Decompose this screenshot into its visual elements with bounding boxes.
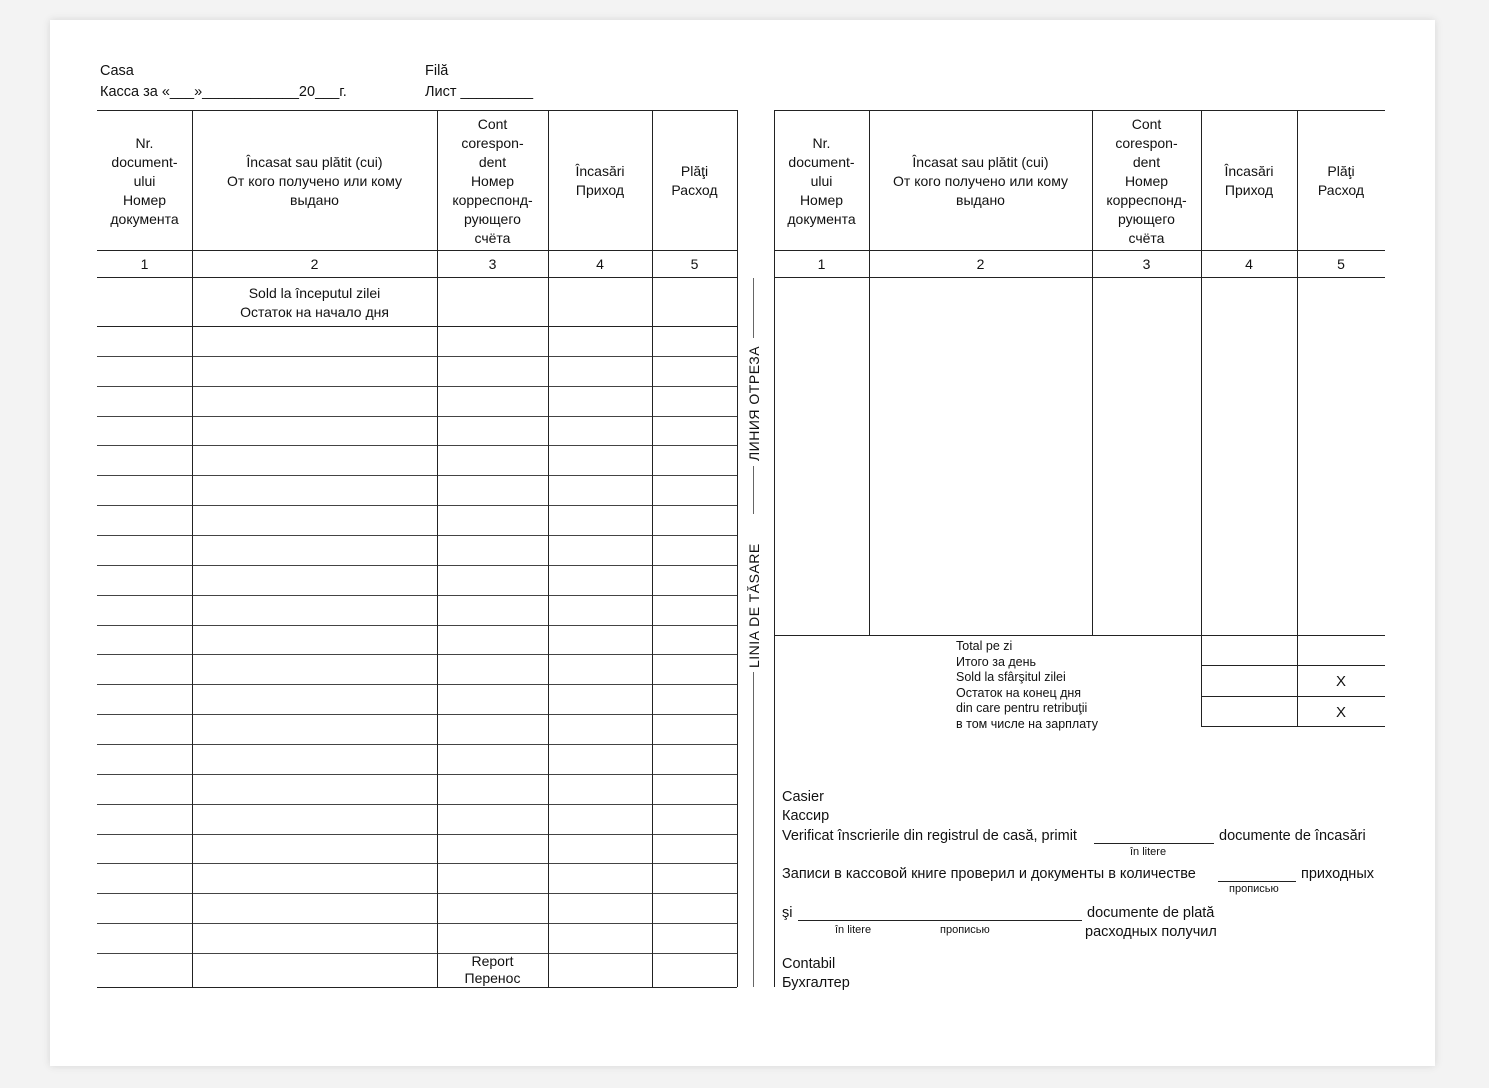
list-label: Лист _________: [425, 84, 534, 100]
left-header-col1: Nr. document- ului Номер документа: [110, 134, 179, 227]
right-colnum-3: 3: [1142, 256, 1151, 272]
table-row: [97, 505, 737, 506]
left-header-col2: Încasat sau plătit (cui) От кого получено или кому выдано: [227, 153, 402, 208]
left-header-col4: Încasări Приход: [575, 163, 625, 198]
left-colnum-1: 1: [140, 256, 149, 272]
table-row: [97, 714, 737, 715]
left-header-col5: Plăţi Расход: [671, 163, 718, 198]
left-colnum-4: 4: [596, 256, 604, 272]
casa-label: Casa: [100, 63, 134, 79]
receipts-count-line: [1094, 843, 1214, 844]
verify-ru-start: Записи в кассовой книге проверил и документы в количестве: [782, 866, 1196, 882]
left-colnum-5: 5: [690, 256, 699, 272]
table-row: [97, 356, 737, 357]
contabil-ro: Contabil: [782, 956, 836, 972]
hint-propisyu-2: прописью: [940, 924, 990, 936]
plata-ro: documente de plată: [1087, 905, 1215, 921]
opening-balance-label: Sold la începutul zilei Остаток на начало дня: [240, 284, 389, 320]
x-mark-closing: X: [1335, 673, 1346, 690]
fila-label: Filă: [425, 63, 449, 79]
table-row: [97, 625, 737, 626]
x-mark-salary: X: [1335, 703, 1346, 721]
right-header-col4: Încasări Приход: [1224, 163, 1274, 198]
table-row: [97, 535, 737, 536]
table-row: [97, 595, 737, 596]
verify-ro-start: Verificat înscrierile din registrul de casă, primit: [782, 828, 1077, 844]
carry-forward-label: Report Перенос: [464, 953, 521, 986]
left-colnum-2: 2: [310, 256, 319, 272]
table-row: [97, 953, 737, 954]
contabil-ru: Бухгалтер: [782, 975, 850, 991]
casier-ro: Casier: [782, 789, 824, 805]
left-colnum-3: 3: [488, 256, 497, 272]
table-row: [97, 804, 737, 805]
si-label: şi: [782, 905, 793, 921]
table-row: [97, 923, 737, 924]
table-row: [97, 684, 737, 685]
table-row: [97, 744, 737, 745]
table-row: [97, 774, 737, 775]
table-row: [97, 654, 737, 655]
right-header-col2: Încasat sau plătit (cui) От кого получено или кому выдано: [893, 153, 1068, 208]
right-colnum-4: 4: [1245, 256, 1253, 272]
table-row: [97, 863, 737, 864]
table-row: [97, 386, 737, 387]
totals-labels: Total pe zi Итого за день Sold la sfârşitul zilei Остаток на конец дня din care pentru retribuţii в том числе на зарплату: [956, 639, 1098, 731]
receipts-count-line-ru: [1218, 881, 1296, 882]
right-header-col5: Plăţi Расход: [1317, 163, 1365, 198]
left-header-col3: Cont corespon- dent Номер корреспонд- рующего счёта: [452, 115, 533, 246]
right-colnum-2: 2: [976, 256, 985, 272]
casier-ru: Кассир: [782, 808, 830, 824]
kassa-date-label: Касса за «___»____________20___г.: [100, 84, 347, 100]
table-row: [97, 834, 737, 835]
table-row: [97, 416, 737, 417]
plata-ru: расходных получил: [1085, 924, 1217, 940]
right-colnum-5: 5: [1337, 256, 1345, 272]
right-header-col1: Nr. document- ului Номер документа: [787, 134, 856, 227]
table-row: [97, 445, 737, 446]
cash-book-sheet: [50, 20, 1435, 1066]
right-colnum-1: 1: [817, 256, 826, 272]
table-row: [97, 475, 737, 476]
hint-propisyu-1: прописью: [1229, 883, 1279, 895]
cut-line-ro-label: LINIA DE TĂSARE: [746, 543, 762, 668]
hint-in-litere-2: în litere: [835, 924, 872, 936]
verify-ro-end: documente de încasări: [1219, 828, 1366, 844]
table-row: [97, 565, 737, 566]
table-row: [97, 893, 737, 894]
hint-in-litere-1: în litere: [1130, 846, 1167, 858]
verify-ru-end: приходных: [1301, 866, 1374, 882]
payments-count-line: [798, 920, 1082, 921]
right-header-col3: Cont corespon- dent Номер корреспонд- рующего счёта: [1106, 115, 1187, 246]
cut-line-ru-label: ЛИНИЯ ОТРЕЗА: [746, 345, 762, 461]
